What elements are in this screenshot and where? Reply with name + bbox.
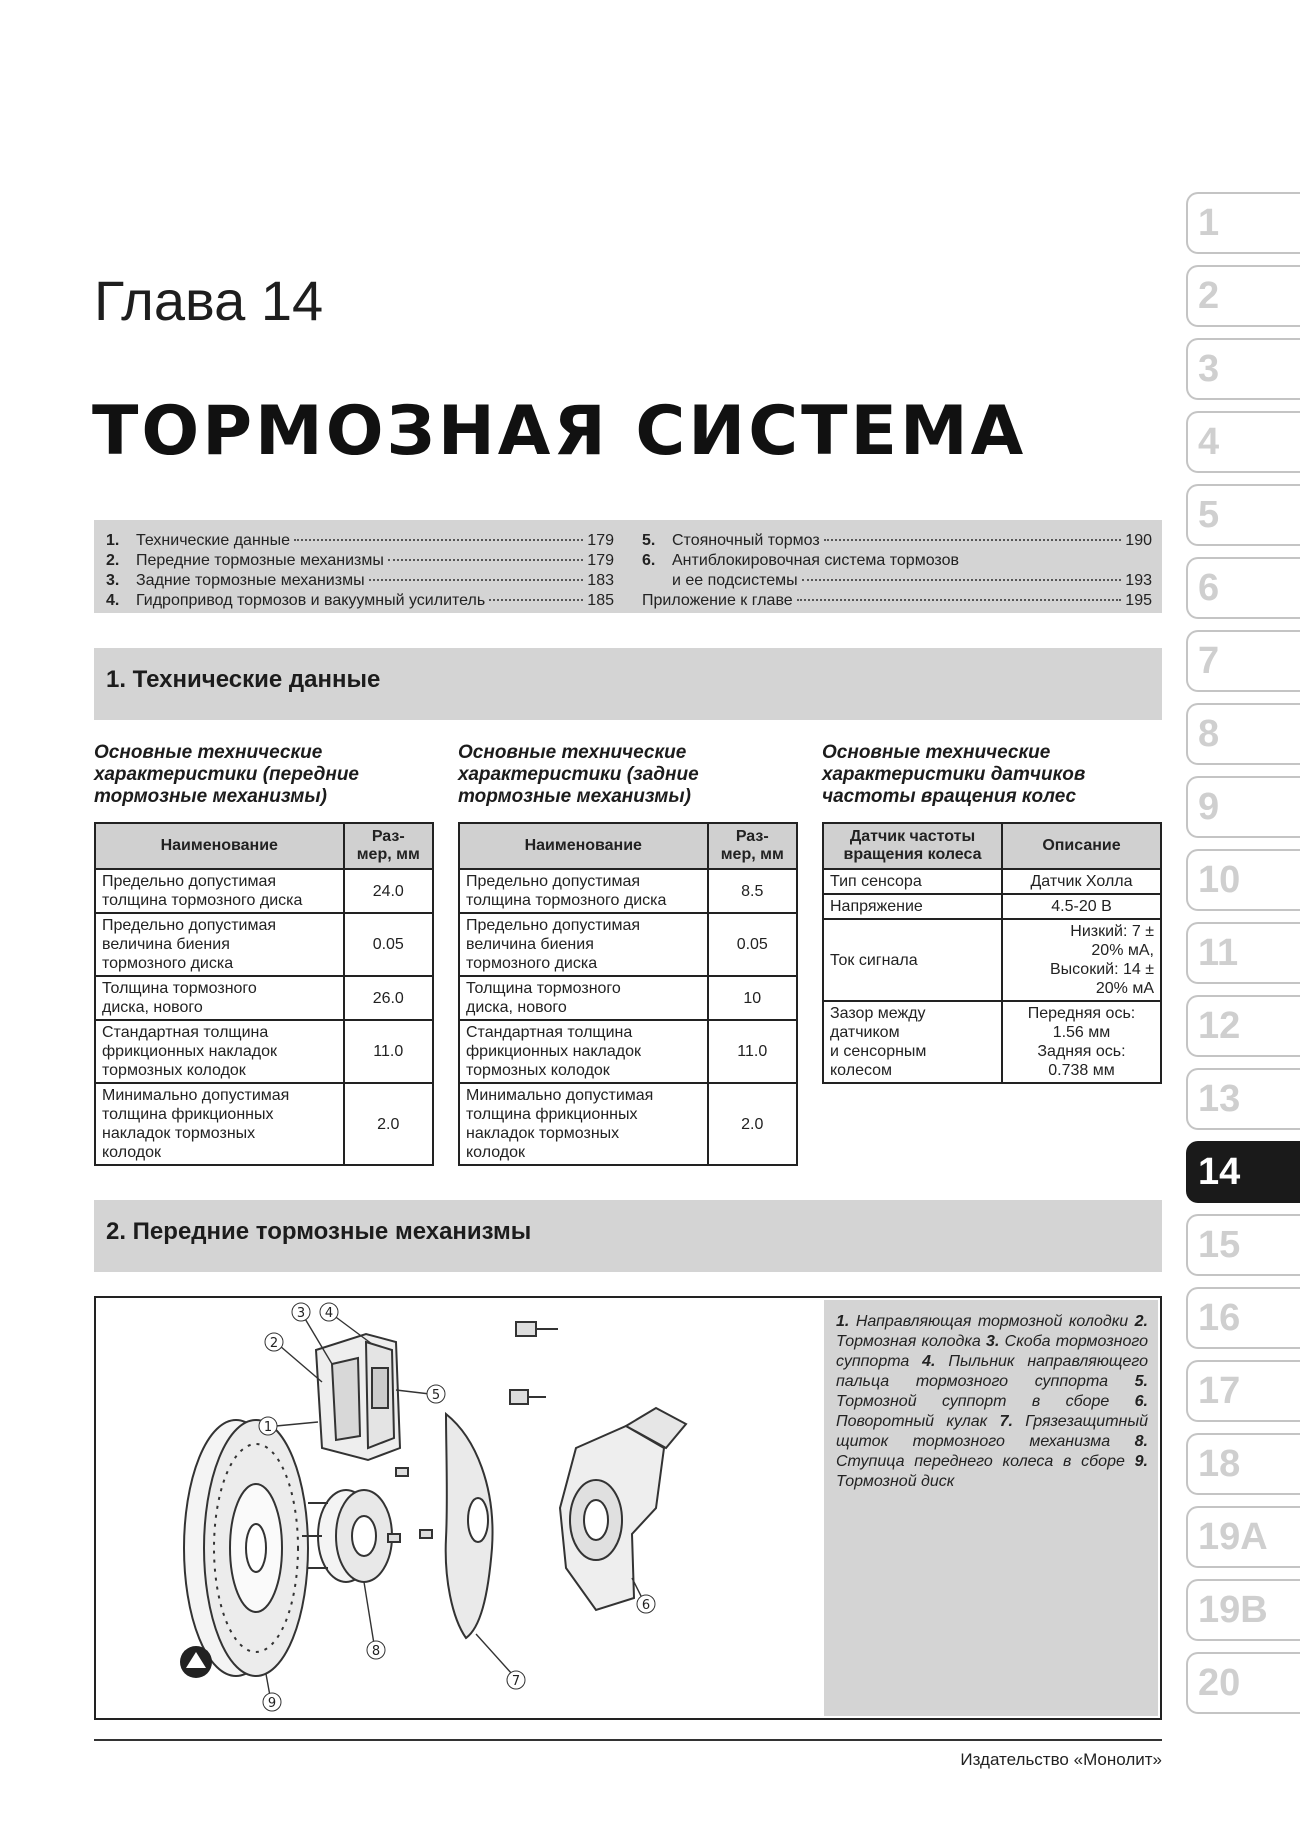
table-row (823, 894, 1161, 919)
table-header-row (459, 823, 797, 869)
chapter-tab-5[interactable]: 5 (1186, 484, 1300, 546)
row-value: 11.0 (708, 1020, 797, 1083)
title-line: Основные технические (94, 742, 323, 763)
footer-rule (94, 1739, 1162, 1741)
sensor-specs-title (822, 742, 1162, 808)
row-value: 2.0 (344, 1083, 433, 1165)
contents-item[interactable] (642, 552, 1152, 572)
row-name: Толщина тормозного диска, нового (95, 976, 344, 1020)
column-header-name: Наименование (95, 823, 344, 869)
svg-text:8: 8 (371, 1644, 381, 1659)
chapter-tab-19a[interactable]: 19A (1186, 1506, 1300, 1568)
row-name: Предельно допустимая толщина тормозного диска (95, 869, 344, 913)
table-row (459, 976, 797, 1020)
table-row (459, 913, 797, 976)
callout-6 (637, 1595, 655, 1613)
chapter-tab-20[interactable]: 20 (1186, 1652, 1300, 1714)
contents-item[interactable] (106, 572, 614, 592)
chapter-tab-13[interactable]: 13 (1186, 1068, 1300, 1130)
svg-text:7: 7 (511, 1674, 521, 1689)
contents-item-continued[interactable] (642, 572, 1152, 592)
contents-item-text: Приложение к главе (642, 592, 793, 609)
exploded-diagram (96, 1298, 820, 1718)
row-name: Предельно допустимая толщина тормозного диска (459, 869, 708, 913)
brake-disc-drawing (184, 1420, 308, 1676)
callout-3 (292, 1303, 310, 1321)
svg-text:2: 2 (269, 1336, 279, 1351)
contents-item-number: 6. (642, 552, 656, 569)
row-value: 2.0 (708, 1083, 797, 1165)
chapter-title: ТОРМОЗНАЯ СИСТЕМА (92, 392, 1027, 471)
contents-item-number: 5. (642, 532, 656, 549)
sensor-specs-table (822, 822, 1162, 1084)
chapter-tab-3[interactable]: 3 (1186, 338, 1300, 400)
contents-item-number: 3. (106, 572, 120, 589)
contents-item-page: 193 (1125, 572, 1152, 589)
column-header-description: Описание (1002, 823, 1161, 869)
contents-item-text: Передние тормозные механизмы (136, 552, 384, 569)
chapter-tab-18[interactable]: 18 (1186, 1433, 1300, 1495)
contents-item-page: 190 (1125, 532, 1152, 549)
caption-text: 1. Направляющая тормозной колодки 2. Тормозная колодка 3. Скоба тормозного суппорта 4. Пыльник направляющего пальца тормозного суппорта 5. Тормозной суппорт в сборе 6. Поворотный кулак 7. Грязезащитный щиток тормозного механизма 8. Ступица переднего колеса в сборе 9. Тормозной диск (836, 1313, 1149, 1490)
title-line: характеристики датчиков (822, 764, 1086, 785)
row-value: 26.0 (344, 976, 433, 1020)
title-line: тормозные механизмы) (458, 786, 691, 807)
callout-7 (507, 1671, 525, 1689)
title-line: характеристики (задние (458, 764, 699, 785)
svg-text:4: 4 (324, 1306, 334, 1321)
figure-caption (824, 1300, 1158, 1716)
contents-item[interactable] (642, 592, 1152, 612)
chapter-tab-12[interactable]: 12 (1186, 995, 1300, 1057)
svg-text:1: 1 (263, 1420, 273, 1435)
caliper-drawing (316, 1334, 400, 1460)
contents-item[interactable] (106, 592, 614, 612)
row-name: Минимально допустимая толщина фрикционных накладок тормозных колодок (459, 1083, 708, 1165)
row-value: 11.0 (344, 1020, 433, 1083)
table-row (95, 869, 433, 913)
column-header-size: Раз- мер, мм (344, 823, 433, 869)
contents-leader (489, 599, 583, 601)
contents-leader (294, 539, 583, 541)
chapter-label: Глава 14 (94, 269, 324, 332)
contents-item-text: Антиблокировочная система тормозов (672, 552, 959, 569)
contents-item-text: Стояночный тормоз (672, 532, 820, 549)
section-header-technical-data (94, 648, 1162, 720)
chapter-tab-16[interactable]: 16 (1186, 1287, 1300, 1349)
table-row (459, 1083, 797, 1165)
chapter-tab-6[interactable]: 6 (1186, 557, 1300, 619)
rear-specs-table (458, 822, 798, 1166)
row-value: Низкий: 7 ± 20% мА, Высокий: 14 ± 20% мА (1002, 919, 1161, 1001)
title-line: Основные технические (458, 742, 687, 763)
contents-item-text: и ее подсистемы (672, 572, 798, 589)
row-value: 24.0 (344, 869, 433, 913)
rear-specs-title (458, 742, 798, 808)
contents-item[interactable] (106, 532, 614, 552)
table-row (823, 919, 1161, 1001)
row-value: 10 (708, 976, 797, 1020)
callout-5 (427, 1385, 445, 1403)
column-header-name: Наименование (459, 823, 708, 869)
table-row (459, 1020, 797, 1083)
front-brake-exploded-figure (94, 1296, 1162, 1720)
svg-text:3: 3 (296, 1306, 306, 1321)
steering-knuckle-drawing (560, 1408, 686, 1610)
row-value: 8.5 (708, 869, 797, 913)
row-name: Предельно допустимая величина биения тормозного диска (459, 913, 708, 976)
table-row (95, 1020, 433, 1083)
chapter-tab-14[interactable]: 14 (1186, 1141, 1300, 1203)
table-row (95, 976, 433, 1020)
section-title: 2. Передние тормозные механизмы (106, 1218, 532, 1245)
contents-item-number: 2. (106, 552, 120, 569)
contents-leader (369, 579, 584, 581)
table-header-row (95, 823, 433, 869)
contents-item-text: Гидропривод тормозов и вакуумный усилитель (136, 592, 486, 609)
row-value: 0.05 (708, 913, 797, 976)
callout-4 (320, 1303, 338, 1321)
svg-text:6: 6 (641, 1598, 651, 1613)
contents-item-page: 179 (587, 552, 614, 569)
chapter-tab-4[interactable]: 4 (1186, 411, 1300, 473)
callout-8 (367, 1641, 385, 1659)
table-row (459, 869, 797, 913)
callout-9 (263, 1693, 281, 1711)
table-row (823, 1001, 1161, 1083)
title-line: Основные технические (822, 742, 1051, 763)
chapter-contents (94, 520, 1162, 613)
publisher-name: Издательство «Монолит» (960, 1750, 1162, 1769)
chapter-tab-15[interactable]: 15 (1186, 1214, 1300, 1276)
chapter-tab-2[interactable]: 2 (1186, 265, 1300, 327)
column-header-size: Раз- мер, мм (708, 823, 797, 869)
callout-2 (265, 1333, 283, 1351)
contents-item-text: Технические данные (136, 532, 291, 549)
table-row (95, 913, 433, 976)
contents-leader (388, 559, 583, 561)
chapter-tab-9[interactable]: 9 (1186, 776, 1300, 838)
row-name: Минимально допустимая толщина фрикционных накладок тормозных колодок (95, 1083, 344, 1165)
table-header-row (823, 823, 1161, 869)
contents-item-page: 183 (587, 572, 614, 589)
contents-item-text: Задние тормозные механизмы (136, 572, 365, 589)
contents-leader (802, 579, 1122, 581)
table-row (823, 869, 1161, 894)
contents-item-page: 185 (587, 592, 614, 609)
dust-shield-drawing (446, 1414, 493, 1638)
contents-item-page: 195 (1125, 592, 1152, 609)
row-name: Предельно допустимая величина биения тормозного диска (95, 913, 344, 976)
contents-right-column (642, 532, 1152, 612)
chapter-tab-7[interactable]: 7 (1186, 630, 1300, 692)
title-line: частоты вращения колес (822, 786, 1077, 807)
row-name: Зазор между датчиком и сенсорным колесом (823, 1001, 1002, 1083)
row-value: 0.05 (344, 913, 433, 976)
contents-item[interactable] (106, 552, 614, 572)
section-title: 1. Технические данные (106, 666, 381, 693)
contents-item[interactable] (642, 532, 1152, 552)
contents-leader (824, 539, 1122, 541)
chapter-tab-1[interactable]: 1 (1186, 192, 1300, 254)
chapter-tab-19b[interactable]: 19B (1186, 1579, 1300, 1641)
row-value: Датчик Холла (1002, 869, 1161, 894)
title-line: тормозные механизмы) (94, 786, 327, 807)
chapter-tab-8[interactable]: 8 (1186, 703, 1300, 765)
wheel-hub-drawing (302, 1490, 392, 1582)
front-specs-table (94, 822, 434, 1166)
row-name: Тип сенсора (823, 869, 1002, 894)
row-value: 4.5-20 В (1002, 894, 1161, 919)
front-specs-title (94, 742, 434, 808)
contents-left-column (106, 532, 614, 612)
section-header-front-brakes (94, 1200, 1162, 1272)
row-name: Толщина тормозного диска, нового (459, 976, 708, 1020)
row-name: Ток сигнала (823, 919, 1002, 1001)
contents-item-number: 1. (106, 532, 120, 549)
chapter-tab-10[interactable]: 10 (1186, 849, 1300, 911)
svg-text:9: 9 (267, 1696, 277, 1711)
svg-text:5: 5 (431, 1388, 441, 1403)
contents-item-page: 179 (587, 532, 614, 549)
contents-item-number: 4. (106, 592, 120, 609)
contents-leader (797, 599, 1122, 601)
table-row (95, 1083, 433, 1165)
row-name: Стандартная толщина фрикционных накладок тормозных колодок (459, 1020, 708, 1083)
chapter-tab-17[interactable]: 17 (1186, 1360, 1300, 1422)
row-name: Стандартная толщина фрикционных накладок тормозных колодок (95, 1020, 344, 1083)
publisher-logo-icon (180, 1646, 212, 1678)
title-line: характеристики (передние (94, 764, 359, 785)
row-name: Напряжение (823, 894, 1002, 919)
callout-1 (259, 1417, 277, 1435)
column-header-sensor: Датчик частоты вращения колеса (823, 823, 1002, 869)
chapter-tab-11[interactable]: 11 (1186, 922, 1300, 984)
row-value: Передняя ось: 1.56 мм Задняя ось: 0.738 мм (1002, 1001, 1161, 1083)
